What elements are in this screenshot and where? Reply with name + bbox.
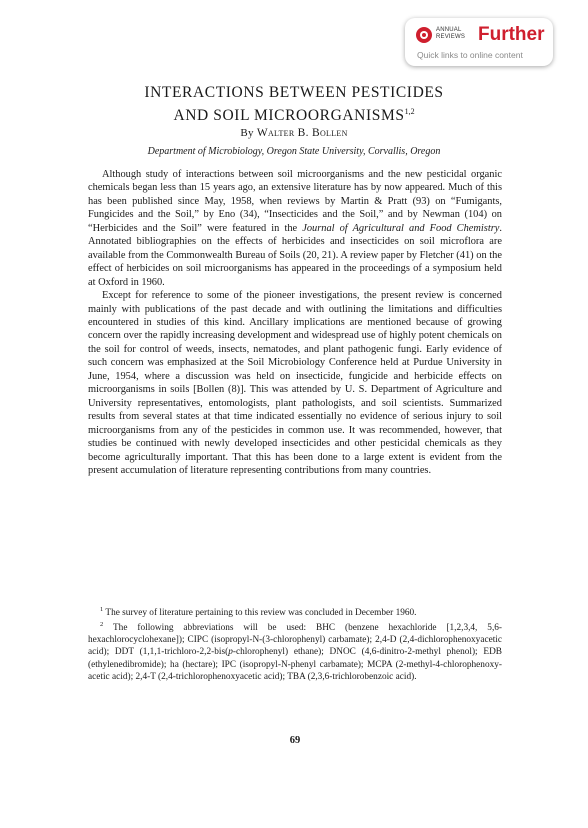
footnote-2-mark: 2 xyxy=(100,621,104,629)
title-footnote-marks: 1,2 xyxy=(404,107,415,116)
footnote-2 xyxy=(88,619,502,683)
badge-subtitle: Quick links to online content xyxy=(417,50,523,60)
footnote-1-text: The survey of literature pertaining to this review was concluded in December 1960. xyxy=(105,608,417,619)
title-line-2 xyxy=(60,102,528,125)
paragraph-2: Except for reference to some of the pioneer investigations, the present review is concerned mainly with publications of the past decade and with outlining the limitations and difficulties encountered in studies of this kind. Ancillary implications are mentioned because of growing concern over the rapidly increasing development and widespread use of highly potent chemicals on the soil for control of weeds, insects, nematodes, and plant pathogenic fungi. Early evidence of such concern was emphasized at the Soil Microbiology Conference held at Purdue University in June, 1954, where a discussion was held on insecticide, fungicide and herbicide effects on microorganisms in soils [Bollen (8)]. This was attended by U. S. Department of Agriculture and University representatives, entomologists, plant pathologists, and soil scientists. Summarized results from several states at that time indicated essentially no evidence of serious injury to soil microorganisms from any of the pesticides in common use. It was recommended, however, that studies be continued with newly developed insecticides and other pesticidal chemicals as they become agriculturally important. That this has been done to a large extent is evident from the present accumulation of literature representing contributions from many countries. xyxy=(88,290,502,476)
footnotes xyxy=(88,604,502,683)
paragraph-1 xyxy=(88,168,502,289)
badge-further-label: Further xyxy=(478,24,545,45)
footnote-2-text-a: The following abbreviations will be used: BHC (benzene hexachloride [1,2,3,4, 5,6-hexachlorocyclohexane]); CIPC (isopropyl-N-(3-chlorophenyl) carbamate); 2,4-D (2,4-dichlorophenoxyacetic acid); DDT (1,1,1-trichloro-2,2-bis( xyxy=(88,623,503,658)
footnote-1-mark: 1 xyxy=(100,606,104,613)
footnote-1 xyxy=(88,604,502,619)
article-body xyxy=(88,168,502,477)
affiliation: Department of Microbiology, Oregon State University, Corvallis, Oregon xyxy=(147,146,441,157)
author-prefix: By xyxy=(240,127,254,139)
page-number: 69 xyxy=(289,735,301,746)
author-name: Walter B. Bollen xyxy=(256,127,348,139)
footnote-2-para: p xyxy=(228,647,233,658)
badge-brand-line1: ANNUAL xyxy=(436,27,462,33)
article-title xyxy=(60,83,528,125)
badge-brand-line2: REVIEWS xyxy=(436,34,466,40)
para1-part-b: . Annotated bibliographies on the effects of herbicides and insecticides on soil microflora are available from the Commonwealth Bureau of Soils (20, 21). A review paper by Fletcher (41) on the effect of herbicides on soil microorganisms has appeared in the proceedings of a symposium held at Oxford in 1960. xyxy=(88,222,502,288)
title-line-1: INTERACTIONS BETWEEN PESTICIDES xyxy=(144,84,444,101)
author-line xyxy=(60,127,528,139)
title-line-2-text: AND SOIL MICROORGANISMS xyxy=(173,107,405,125)
footnote-2-text-b: -chlorophenyl) ethane); DNOC (4,6-dinitro-2-methyl phenol); EDB (ethylenedibromide); ha (hectare); IPC (isopropyl-N-phenyl carbamate); MCPA (2-methyl-4-chlorophenoxy-acetic acid); 2,4-T (2,4-trichlorophenoxyacetic acid); TBA (2,3,6-trichlorobenzoic acid). xyxy=(88,647,502,682)
para1-part-a: Although study of interactions between soil microorganisms and the new pesticidal organic chemicals began less than 15 years ago, an extensive literature has by now appeared. Much of this has been published since May, 1958, when reviews by Martin & Pratt (93) on “Fumigants, Fungicides and the Soil,” by Eno (34), “Insecticides and the Soil,” and by Newman (104) on “Herbicides and the Soil” were featured in the xyxy=(88,169,502,234)
journal-title: Journal of Agricultural and Food Chemistry xyxy=(302,222,500,234)
